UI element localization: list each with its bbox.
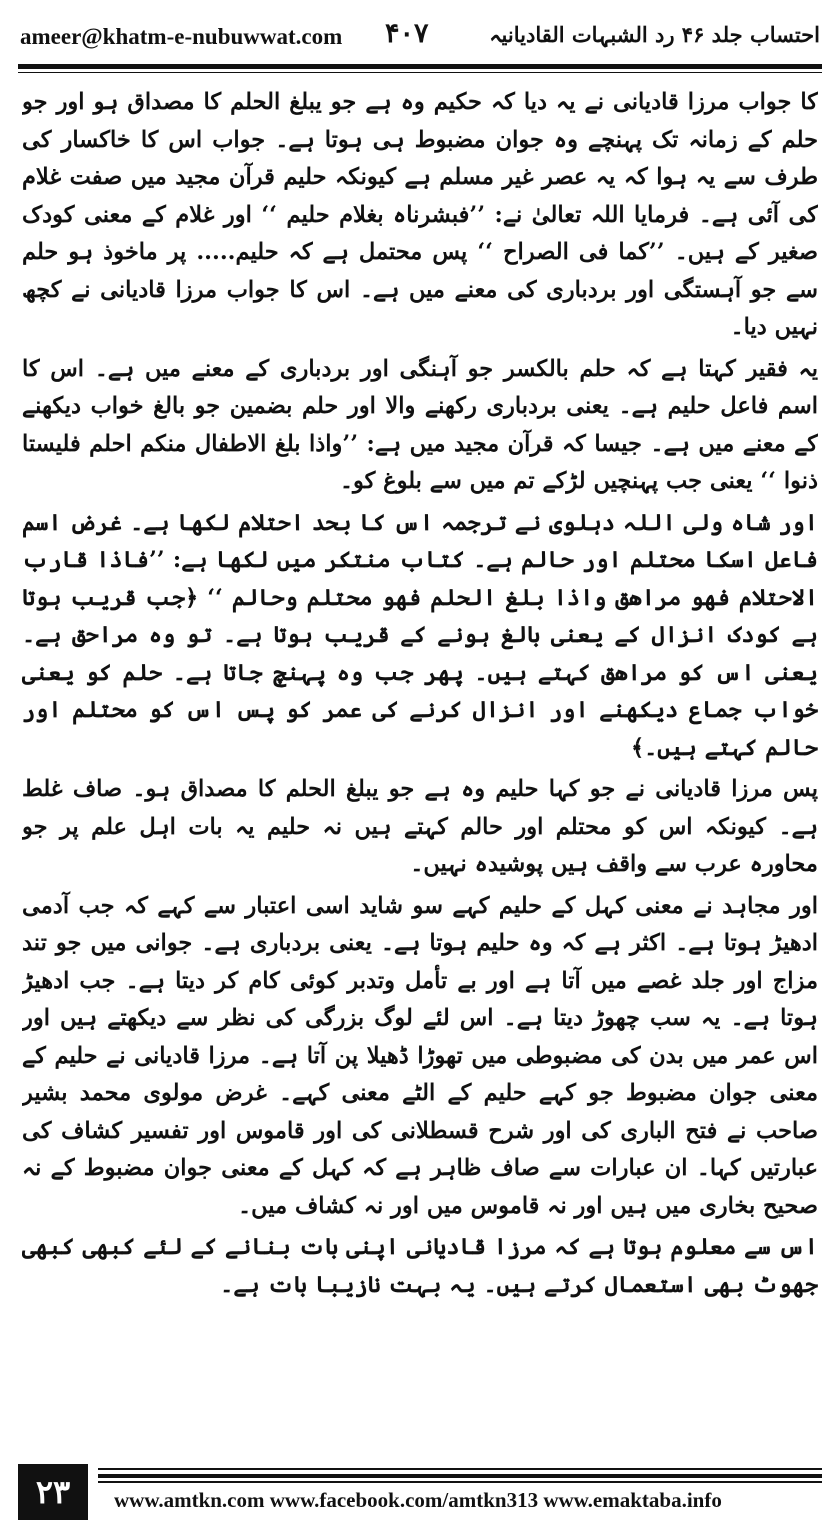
footer-links: www.amtkn.com www.facebook.com/amtkn313 www.emaktaba.info [114, 1488, 722, 1512]
footer-page-badge: ۲۳ [18, 1464, 88, 1520]
header-rule-thin [18, 72, 822, 73]
footer-rule-thick [98, 1474, 822, 1478]
page-footer [18, 1450, 822, 1530]
running-head: احتساب جلد ۴۶ رد الشبہات القادیانیہ [489, 22, 820, 47]
paragraph: اس سے معلوم ہوتا ہے کہ مرزا قادیانی اپنی بات بنانے کے لئے کبھی کبھی جھوٹ بھی استعمال کرتے ہیں۔ یہ بہت نازیبا بات ہے۔ [22, 1234, 818, 1298]
page-number: ۴۰۷ [385, 18, 429, 49]
paragraph: کا جواب مرزا قادیانی نے یہ دیا کہ حکیم وہ ہے جو یبلغ الحلم کا مصداق ہو اور جو حلم کے زمانہ تک پہنچے وہ جوان مضبوط ہی ہوتا ہے۔ جواب اس کا خاکسار کی طرف سے یہ ہوا کہ یہ عصر غیر مسلم ہے کیونکہ حلیم قرآن مجید میں صفت غلام کی آئی ہے۔ فرمایا اللہ تعالیٰ نے: ’’فبشرناہ بغلام حلیم ‘‘ اور غلام کے معنی کودک صغیر کے ہیں۔ ’’کما فی الصراح ‘‘ پس محتمل ہے کہ حلیم..... پر ماخوذ ہو حلم سے جو آہستگی اور بردباری کی معنے میں ہے۔ اس کا جواب مرزا قادیانی نے کچھ نہیں دیا۔ [22, 89, 818, 340]
header-rule [18, 64, 822, 69]
paragraph: یہ فقیر کہتا ہے کہ حلم بالکسر جو آہنگی اور بردباری کے معنے میں ہے۔ اس کا اسم فاعل حلیم ہے۔ یعنی بردباری رکھنے والا اور حلم بضمین جو بالغ خواب دیکھنے کے معنے میں ہے۔ جیسا کہ قرآن مجید میں ہے: ’’واذا بلغ الاطفال منکم احلم فلیستا ذنوا ‘‘ یعنی جب پہنچیں لڑکے تم میں سے بلوغ کو۔ [22, 355, 818, 494]
paragraph: اور مجاہد نے معنی کہل کے حلیم کہے سو شاید اسی اعتبار سے کہے کہ جب آدمی ادھیڑ ہوتا ہے۔ اکثر ہے کہ وہ حلیم ہوتا ہے۔ یعنی بردباری ہے۔ جوانی میں جو تند مزاج اور جلد غصے میں آتا ہے اور بے تأمل وتدبر کوئی کام کر دیتا ہے۔ جب ادھیڑ ہوتا ہے۔ یہ سب چھوڑ دیتا ہے۔ اس لئے لوگ بزرگی کی نظر سے دیکھتے ہیں اور اس عمر میں بدن کی مضبوطی میں تھوڑا ڈھیلا پن آتا ہے۔ مرزا قادیانی نے حلیم کے معنی جوان مضبوط جو کہے حلیم کے الٹے معنی کہے۔ غرض مولوی محمد بشیر صاحب نے فتح الباری کی اور شرح قسطلانی کی اور قاموس اور تفسیر کشاف کی عبارتیں کہا۔ ان عبارات سے صاف ظاہر ہے کہ کہل کے معنی جوان مضبوط کے نہ صحیح بخاری میں ہیں اور نہ قاموس میں اور نہ کشاف میں۔ [22, 892, 818, 1219]
page-header [20, 10, 820, 60]
page-body [22, 84, 818, 1440]
footer-rule [98, 1468, 822, 1470]
paragraph: پس مرزا قادیانی نے جو کہا حلیم وہ ہے جو یبلغ الحلم کا مصداق ہو۔ صاف غلط ہے۔ کیونکہ اس کو محتلم اور حالم کہتے ہیں نہ حلیم یہ بات اہل علم پر جو محاورہ عرب سے واقف ہیں پوشیدہ نہیں۔ [22, 776, 818, 877]
header-email: ameer@khatm-e-nubuwwat.com [20, 24, 343, 49]
footer-rule [98, 1481, 822, 1483]
paragraph: اور شاہ ولی اللہ دہلوی نے ترجمہ اس کا بحد احتلام لکھا ہے۔ غرض اسم فاعل اسکا محتلم اور حالم ہے۔ کتاب منتکر میں لکھا ہے: ’’فاذا قارب الاحتلام فھو مراھق واذا بلغ الحلم فھو محتلم وحالم ‘‘ ﴿جب قریب ہوتا ہے کودک انزال کے یعنی بالغ ہونے کے قریب ہوتا ہے۔ تو وہ مراحق ہے۔ یعنی اس کو مراھق کہتے ہیں۔ پھر جب وہ پہنچ جاتا ہے۔ حلم کو یعنی خواب جماع دیکھنے اور انزال کرنے کی عمر کو پس اس کو محتلم اور حالم کہتے ہیں۔﴾ [22, 509, 818, 761]
